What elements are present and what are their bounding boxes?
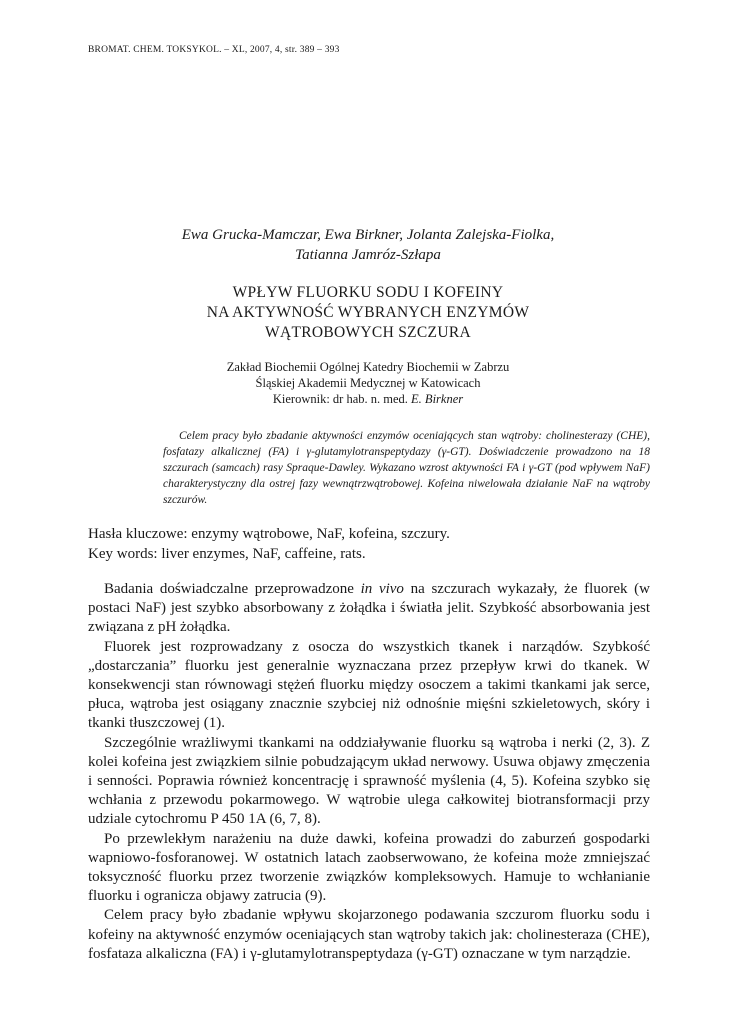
keywords [88,524,648,564]
abstract [163,428,650,508]
authors-line-1: Ewa Grucka-Mamczar, Ewa Birkner, Jolanta Zalejska-Fiolka, [181,227,555,243]
body-text [88,580,650,964]
paragraph-3: Szczególnie wrażliwymi tkankami na oddziaływanie fluorku są wątroba i nerki (2, 3). Z kolei kofeina jest związkiem silnie pobudzającym układ nerwowy. Usuwa objawy zmęczenia i senności. Poprawia również koncentrację i sprawność myślenia (4, 5). Kofeina szybko się wchłania z przewodu pokarmowego. W wątrobie ulega całkowitej biotransformacji przy udziale cytochromu P 450 1A (6, 7, 8). [88,734,650,828]
authors-line-2: Tatianna Jamróz-Szłapa [295,247,441,263]
affiliation [88,359,648,407]
article-title [88,283,648,343]
abstract-text: Celem pracy było zbadanie aktywności enzymów oceniających stan wątroby: cholinesterazy (CHE), fosfatazy alkalicznej (FA) i γ-glutamylotranspeptydazy (γ-GT). Doświadczenie prowadzono na 18 szczurach (samcach) rasy Spraque-Dawley. Wykazano wzrost aktywności FA i γ-GT (pod wpływem NaF) charakterystyczny dla ostrej fazy wewnątrzwątrobowej. Kofeina niwelowała działanie NaF na wątroby szczurów. [163,430,650,506]
title-line-3: WĄTROBOWYCH SZCZURA [265,324,471,341]
paragraph-1-start: Badania doświadczalne przeprowadzone [104,581,361,597]
authors [88,225,648,265]
affiliation-line-3 [88,391,648,407]
paragraph-1 [88,580,650,638]
keywords-english: Key words: liver enzymes, NaF, caffeine, rats. [88,546,366,562]
running-head: BROMAT. CHEM. TOKSYKOL. – XL, 2007, 4, str. 389 – 393 [88,45,340,55]
affiliation-line-1: Zakład Biochemii Ogólnej Katedry Biochemii w Zabrzu [226,360,510,374]
paragraph-5: Celem pracy było zbadanie wpływu skojarzonego podawania szczurom fluorku sodu i kofeiny na aktywność enzymów oceniających stan wątroby takich jak: cholinesteraza (CHE), fosfataza alkaliczna (FA) i γ-glutamylotranspeptydaza (γ-GT) oznaczane w tym narządzie. [88,907,650,962]
head-title: Kierownik: dr hab. n. med. [272,392,412,406]
paragraph-2: Fluorek jest rozprowadzany z osocza do wszystkich tkanek i narządów. Szybkość „dostarczania” fluorku jest generalnie wyznaczana przez przepływ krwi do tkanek. W konsekwencji stan równowagi stężeń fluorku między osoczem a takimi tkankami jak serce, płuca, wątroba jest osiągany znacznie szybciej niż odnośnie mięśni szkieletowych, skóry i tkanki tłuszczowej (1). [88,638,650,732]
head-name: E. Birkner [411,392,464,406]
title-line-2: NA AKTYWNOŚĆ WYBRANYCH ENZYMÓW [206,304,530,321]
affiliation-line-2: Śląskiej Akademii Medycznej w Katowicach [255,376,481,390]
in-vivo-term: in vivo [360,581,404,597]
paragraph-1-end: na szczurach wykazały, że fluorek (w postaci NaF) jest szybko absorbowany z żołądka i światła jelit. Szybkość absorbowania jest związana z pH żołądka. [88,581,650,636]
paragraph-4: Po przewlekłym narażeniu na duże dawki, kofeina prowadzi do zaburzeń gospodarki wapniowo-fosforanowej. W ostatnich latach zaobserwowano, że kofeina może zmniejszać toksyczność fluorku przez tworzenie związków kompleksowych. Hamuje to wchłanianie fluorku i ogranicza objawy zatrucia (9). [88,830,650,905]
keywords-polish: Hasła kluczowe: enzymy wątrobowe, NaF, kofeina, szczury. [88,526,450,542]
title-line-1: WPŁYW FLUORKU SODU I KOFEINY [232,284,504,301]
